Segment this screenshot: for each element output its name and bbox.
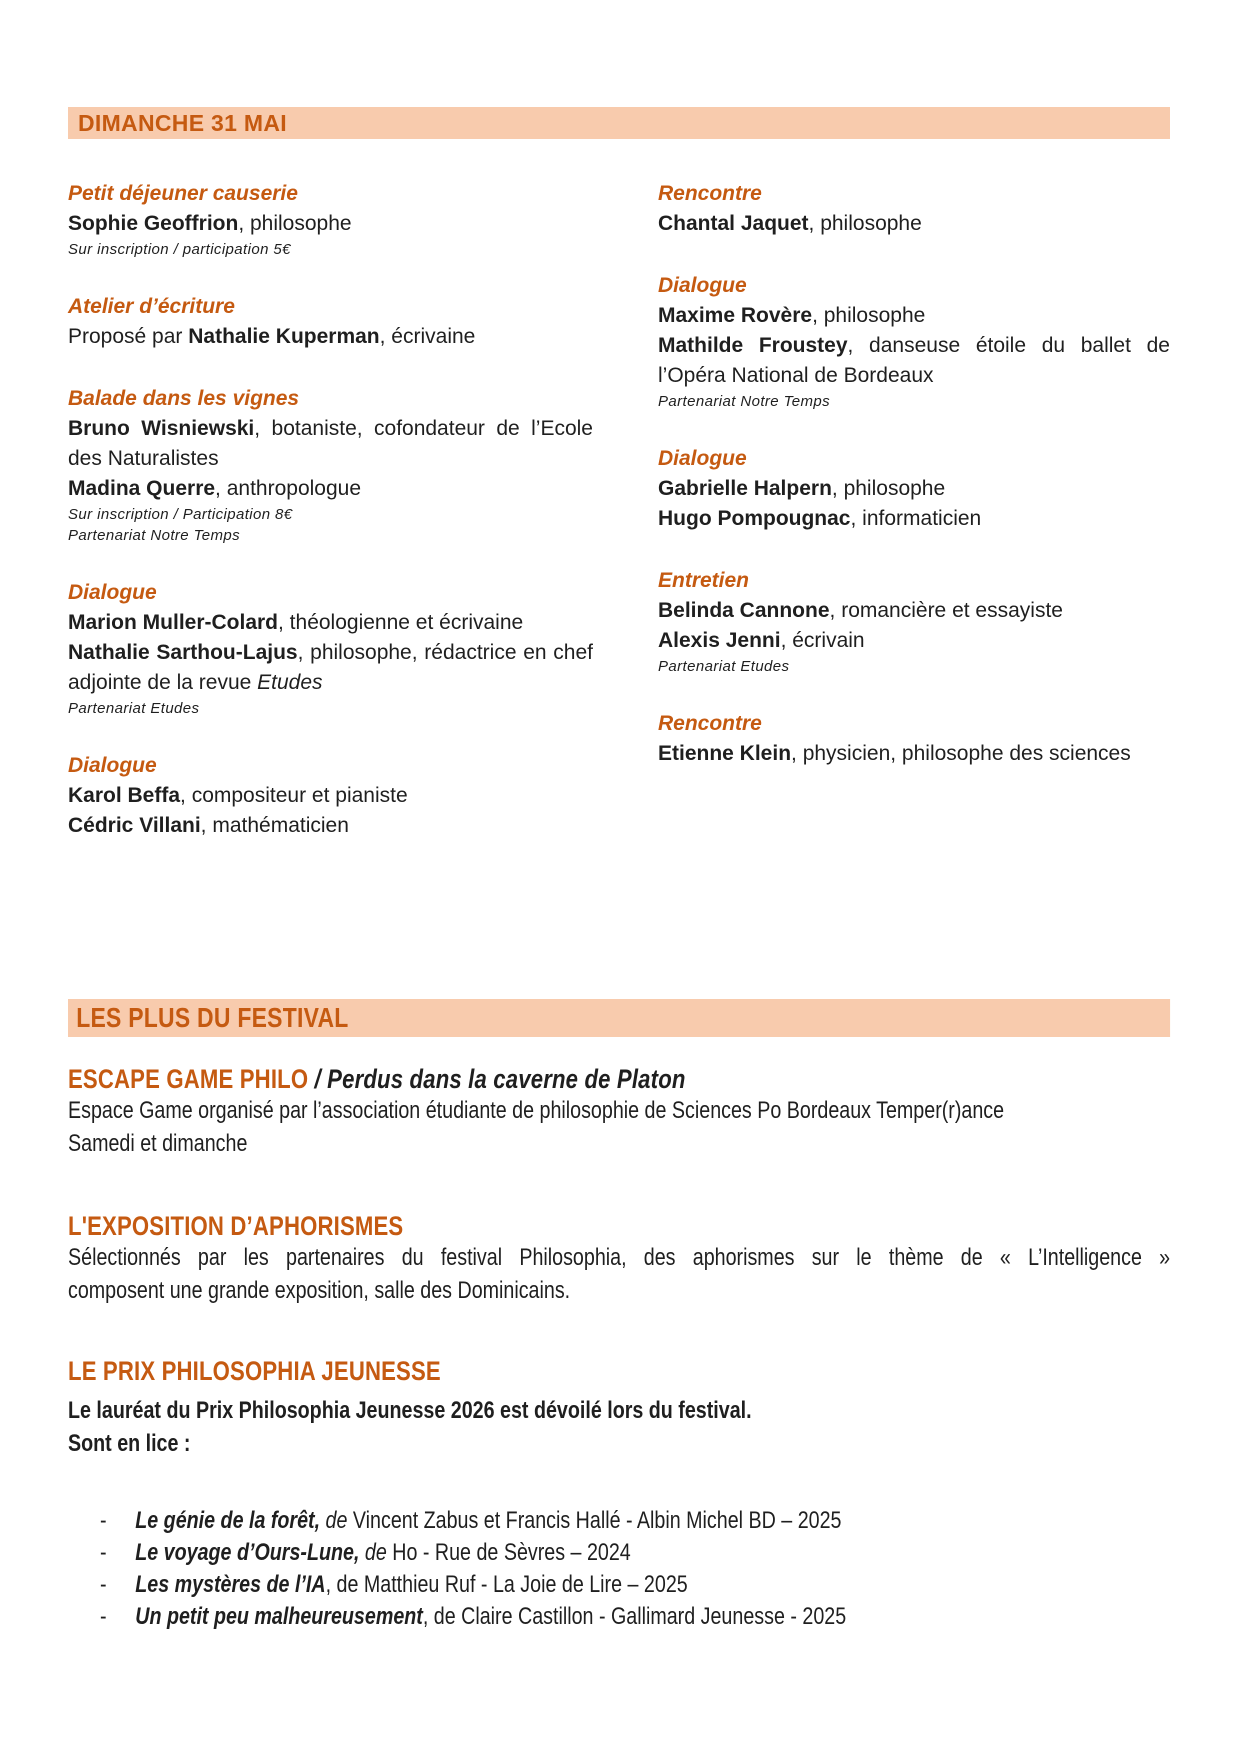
person-name: Hugo Pompougnac: [658, 507, 851, 530]
person-line: [658, 331, 1170, 391]
extras-section: [68, 999, 1170, 1633]
person-role: , théologienne et écrivaine: [278, 611, 524, 634]
book-publisher: Vincent Zabus et Francis Hallé - Albin Michel BD – 2025: [352, 1507, 842, 1534]
book-connector: de: [320, 1507, 353, 1534]
book-entry: [135, 1569, 687, 1601]
event-note: Partenariat Notre Temps: [68, 527, 241, 544]
person-line: [658, 474, 1170, 504]
person-name: Sophie Geoffrion: [68, 212, 239, 235]
person-role: , philosophe: [238, 212, 352, 235]
event-block: [658, 179, 1170, 239]
event-note: Partenariat Etudes: [658, 658, 790, 675]
event-title: Dialogue: [658, 274, 747, 297]
event-block: [68, 292, 593, 352]
event-note: Partenariat Etudes: [68, 700, 200, 717]
book-connector: , de: [325, 1571, 364, 1598]
event-title: Dialogue: [68, 754, 157, 777]
person-role: , informaticien: [850, 507, 982, 530]
book-connector: de: [359, 1539, 393, 1566]
event-block: [68, 384, 593, 546]
escape-game-separator: /: [308, 1064, 328, 1094]
person-name: Etienne Klein: [658, 742, 792, 765]
person-line: [68, 608, 593, 638]
book-publisher: Matthieu Ruf - La Joie de Lire – 2025: [363, 1571, 688, 1598]
day-banner: [68, 107, 1170, 139]
book-publisher: Ho - Rue de Sèvres – 2024: [392, 1539, 631, 1566]
person-line: [658, 209, 1170, 239]
person-role: , mathématicien: [200, 814, 349, 837]
person-line: [68, 209, 593, 239]
prix-shortlist-intro: Sont en lice :: [68, 1430, 191, 1457]
list-item: [68, 1537, 1170, 1569]
exposition-description-line2: composent une grande exposition, salle des Dominicains.: [68, 1277, 571, 1304]
exposition-heading: L'EXPOSITION D’APHORISMES: [68, 1211, 404, 1241]
person-line: [68, 638, 593, 698]
person-name: Maxime Rovère: [658, 304, 813, 327]
person-name: Belinda Cannone: [658, 599, 830, 622]
book-entry: [135, 1505, 841, 1537]
book-title: Les mystères de l’IA: [135, 1571, 326, 1598]
person-line: [658, 504, 1170, 534]
person-line: [68, 811, 593, 841]
event-block: [658, 444, 1170, 534]
book-title: Le voyage d’Ours-Lune,: [135, 1539, 360, 1566]
escape-game-days: Samedi et dimanche: [68, 1130, 248, 1157]
prix-announcement: Le lauréat du Prix Philosophia Jeunesse 2026 est dévoilé lors du festival.: [68, 1397, 752, 1424]
person-role: , anthropologue: [215, 477, 362, 500]
list-item: [68, 1505, 1170, 1537]
person-role: , physicien, philosophe des sciences: [791, 742, 1131, 765]
book-entry: [135, 1601, 846, 1633]
person-name: Alexis Jenni: [658, 629, 781, 652]
day-column-left: [68, 179, 593, 841]
person-role-italic: Etudes: [257, 671, 323, 694]
person-role: , philosophe, rédactrice en chef adjointe de la revue: [68, 641, 593, 694]
exposition-description-line1: Sélectionnés par les partenaires du festival Philosophia, des aphorismes sur le thème de « L’Intelligence »: [68, 1244, 1171, 1271]
bullet-dash: -: [99, 1507, 107, 1534]
day-column-right: [658, 179, 1170, 841]
person-role: , romancière et essayiste: [829, 599, 1063, 622]
person-name: Chantal Jaquet: [658, 212, 809, 235]
escape-game-subtitle: Perdus dans la caverne de Platon: [327, 1064, 686, 1094]
person-line: [658, 626, 1170, 656]
list-item: [68, 1569, 1170, 1601]
prix-heading: LE PRIX PHILOSOPHIA JEUNESSE: [68, 1356, 441, 1386]
bullet-dash: -: [99, 1603, 107, 1630]
event-title: Entretien: [658, 569, 750, 592]
event-block: [658, 709, 1170, 769]
program-page: [68, 0, 1170, 1633]
event-title: Balade dans les vignes: [68, 387, 300, 410]
person-role: , danseuse étoile du ballet de l’Opéra National de Bordeaux: [658, 334, 1170, 387]
event-block: [658, 271, 1170, 412]
event-note: Partenariat Notre Temps: [658, 393, 831, 410]
person-line: [68, 322, 593, 352]
event-block: [68, 578, 593, 719]
person-name: Nathalie Kuperman: [188, 325, 380, 348]
bullet-dash: -: [99, 1539, 107, 1566]
event-title: Rencontre: [658, 712, 762, 735]
event-note: Sur inscription / Participation 8€: [68, 506, 293, 523]
escape-game-title: ESCAPE GAME PHILO: [68, 1064, 309, 1094]
event-block: [658, 566, 1170, 677]
person-name: Karol Beffa: [68, 784, 181, 807]
event-block: [68, 751, 593, 841]
person-name: Bruno Wisniewski: [68, 417, 255, 440]
event-title: Dialogue: [658, 447, 747, 470]
person-name: Mathilde Froustey: [658, 334, 848, 357]
event-title: Dialogue: [68, 581, 157, 604]
event-block: [68, 179, 593, 260]
person-role: , botaniste, cofondateur de l’Ecole des Naturalistes: [68, 417, 593, 470]
person-line: [658, 739, 1170, 769]
book-publisher: Claire Castillon - Gallimard Jeunesse - 2025: [461, 1603, 847, 1630]
person-role: , philosophe: [812, 304, 926, 327]
person-role: , écrivaine: [379, 325, 476, 348]
bullet-dash: -: [99, 1571, 107, 1598]
day-banner-label: DIMANCHE 31 MAI: [78, 109, 287, 136]
escape-game-description: Espace Game organisé par l’association étudiante de philosophie de Sciences Po Bordeaux Temper(r)ance: [68, 1097, 1005, 1124]
person-role: , philosophe: [808, 212, 922, 235]
list-item: [68, 1601, 1170, 1633]
prix-shortlist: [68, 1505, 1170, 1633]
person-role: , écrivain: [780, 629, 865, 652]
event-note: Sur inscription / participation 5€: [68, 241, 291, 258]
person-role: , compositeur et pianiste: [180, 784, 408, 807]
person-line: [658, 596, 1170, 626]
person-line: [68, 781, 593, 811]
person-name: Cédric Villani: [68, 814, 201, 837]
escape-game-heading: [68, 1064, 1170, 1094]
event-title: Rencontre: [658, 182, 762, 205]
person-name: Marion Muller-Colard: [68, 611, 279, 634]
person-line: [68, 414, 593, 474]
person-line: [68, 474, 593, 504]
book-title: Le génie de la forêt,: [135, 1507, 321, 1534]
person-line: [658, 301, 1170, 331]
book-connector: , de: [422, 1603, 462, 1630]
extras-banner-label: LES PLUS DU FESTIVAL: [76, 1002, 349, 1033]
book-entry: [135, 1537, 630, 1569]
person-name: Nathalie Sarthou-Lajus: [68, 641, 298, 664]
extras-banner: [68, 999, 1170, 1037]
event-title: Petit déjeuner causerie: [68, 182, 298, 205]
person-role: , philosophe: [831, 477, 946, 500]
person-prefix: Proposé par: [68, 325, 189, 348]
person-name: Gabrielle Halpern: [658, 477, 832, 500]
event-title: Atelier d’écriture: [68, 295, 235, 318]
day-columns: [68, 179, 1170, 841]
person-name: Madina Querre: [68, 477, 216, 500]
book-title: Un petit peu malheureusement: [135, 1603, 423, 1630]
